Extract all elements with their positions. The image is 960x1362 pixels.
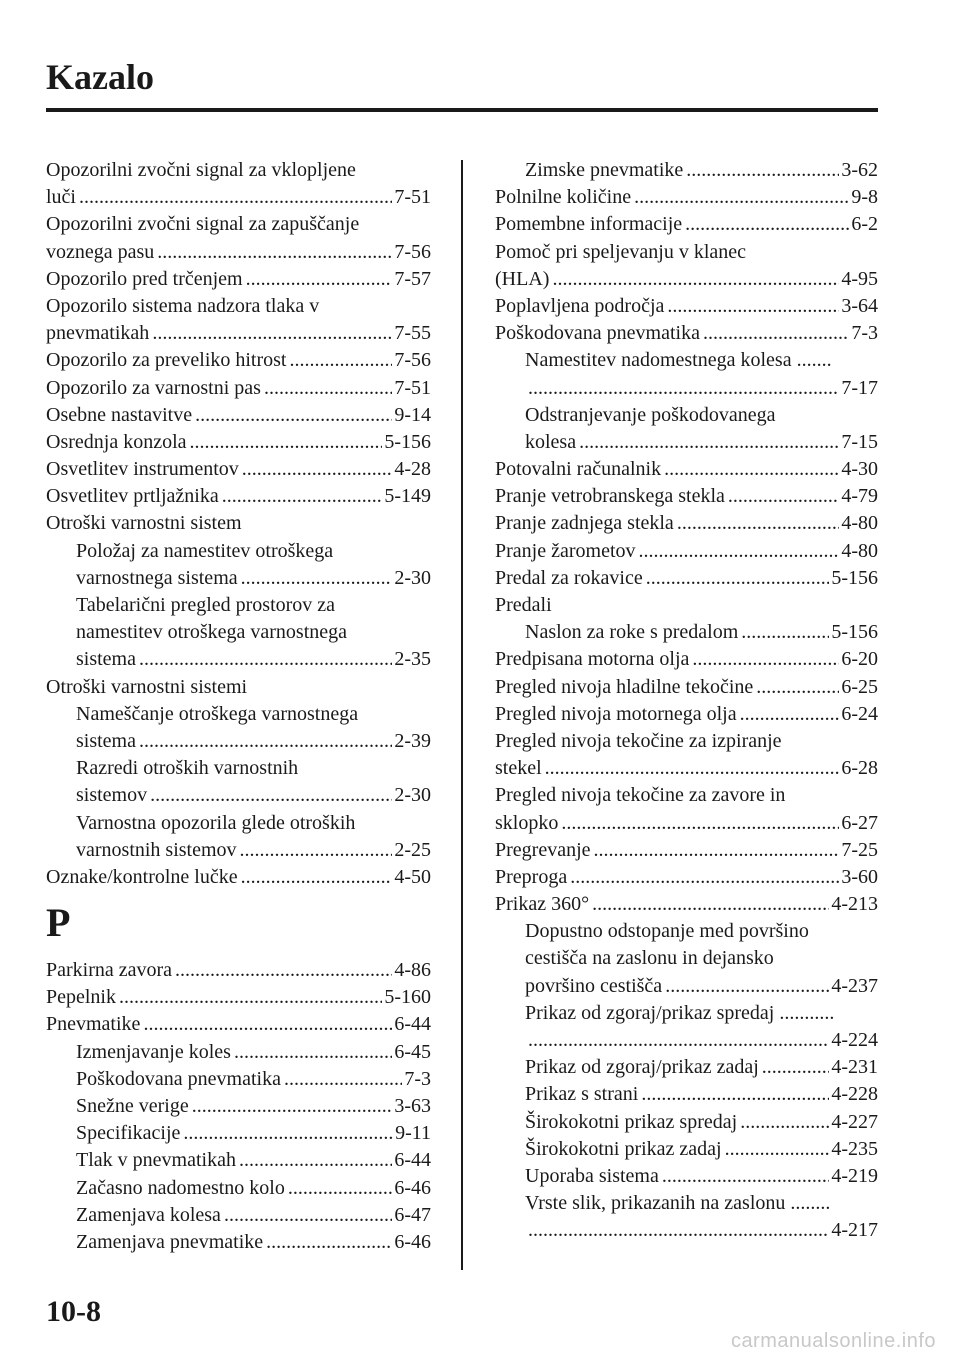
index-entry bbox=[46, 266, 431, 293]
page-reference: 5-156 bbox=[831, 621, 878, 644]
page-reference: 7-25 bbox=[841, 838, 878, 861]
page-reference: 4-224 bbox=[831, 1029, 878, 1051]
dot-leader bbox=[738, 619, 829, 646]
index-entry bbox=[46, 429, 431, 456]
entry-label: Pregrevanje bbox=[495, 838, 591, 861]
entry-label: Opozorilo pred trčenjem bbox=[46, 267, 243, 290]
entry-label: sistemov bbox=[76, 784, 148, 807]
page-reference: 7-3 bbox=[851, 322, 878, 345]
page-reference: 2-35 bbox=[394, 648, 431, 671]
dot-leader bbox=[172, 957, 392, 984]
dot-leader bbox=[238, 565, 393, 592]
entry-label: Zamenjava kolesa bbox=[76, 1203, 221, 1226]
page-reference: 6-46 bbox=[394, 1230, 431, 1253]
index-subentry bbox=[495, 619, 878, 646]
page-reference: 6-47 bbox=[394, 1203, 431, 1226]
entry-label: stekel bbox=[495, 757, 542, 780]
index-subentry bbox=[495, 429, 878, 456]
dot-leader bbox=[759, 1054, 830, 1081]
dot-leader bbox=[661, 456, 839, 483]
entry-label: Pranje žarometov bbox=[495, 539, 636, 562]
index-subentry bbox=[46, 1202, 431, 1229]
page-reference: 9-14 bbox=[394, 403, 431, 426]
index-subentry bbox=[46, 1066, 431, 1093]
page-reference: 4-213 bbox=[831, 893, 878, 916]
index-entry bbox=[46, 957, 431, 984]
index-entry bbox=[495, 565, 878, 592]
entry-label: Pregled nivoja hladilne tekočine bbox=[495, 675, 754, 698]
page-reference: 6-24 bbox=[841, 702, 878, 725]
entry-label: (HLA) bbox=[495, 267, 550, 290]
entry-label: Pregled nivoja motornega olja bbox=[495, 702, 737, 725]
index-subentry bbox=[46, 1147, 431, 1174]
dot-leader bbox=[549, 266, 839, 293]
page-reference: 4-95 bbox=[841, 267, 878, 290]
entry-label: Snežne verige bbox=[76, 1095, 189, 1117]
index-subentry bbox=[46, 646, 431, 673]
entry-label: Predpisana motorna olja bbox=[495, 648, 690, 671]
page-reference: 6-25 bbox=[841, 675, 878, 698]
index-subentry-text: Dopustno odstopanje med površino bbox=[525, 920, 809, 943]
index-subentry-text: Prikaz od zgoraj/prikaz spredaj ........... bbox=[525, 1001, 835, 1024]
dot-leader bbox=[219, 483, 383, 510]
dot-leader bbox=[187, 429, 383, 456]
index-entry bbox=[495, 483, 878, 510]
dot-leader bbox=[239, 456, 393, 483]
dot-leader bbox=[136, 728, 392, 755]
entry-label: varnostnega sistema bbox=[76, 566, 238, 589]
index-entry bbox=[495, 674, 878, 701]
dot-leader bbox=[287, 347, 393, 374]
index-entry bbox=[495, 293, 878, 320]
entry-label: Osvetlitev instrumentov bbox=[46, 458, 239, 481]
index-entry bbox=[46, 984, 431, 1011]
index-entry bbox=[495, 266, 878, 293]
index-subentry-text: Položaj za namestitev otroškega bbox=[76, 539, 334, 562]
index-entry-text: Opozorilni zvočni signal za vklopljene bbox=[46, 159, 356, 181]
index-entry bbox=[495, 184, 878, 211]
dot-leader bbox=[737, 1109, 829, 1136]
page-reference: 4-237 bbox=[831, 974, 878, 997]
index-subentry bbox=[46, 837, 431, 864]
entry-label: Potovalni računalnik bbox=[495, 458, 662, 481]
dot-leader bbox=[525, 1027, 829, 1054]
page-title: Kazalo bbox=[46, 57, 154, 97]
index-column-right bbox=[495, 157, 878, 1245]
dot-leader bbox=[682, 211, 849, 238]
page-reference: 7-57 bbox=[394, 267, 431, 290]
page-reference: 6-20 bbox=[841, 648, 878, 671]
index-subentry bbox=[495, 1109, 878, 1136]
page-reference: 6-27 bbox=[841, 811, 878, 834]
index-subentry bbox=[46, 1120, 431, 1147]
dot-leader bbox=[662, 973, 829, 1000]
index-entry bbox=[495, 891, 878, 918]
column-divider bbox=[461, 160, 463, 1270]
index-entry bbox=[495, 810, 878, 837]
entry-label: Zamenjava pnevmatike bbox=[76, 1230, 264, 1253]
index-entry-text: Pomoč pri speljevanju v klanec bbox=[495, 240, 747, 263]
entry-label: Pomembne informacije bbox=[495, 213, 683, 236]
index-subentry bbox=[46, 1093, 431, 1120]
entry-label: Naslon za roke s predalom bbox=[525, 621, 739, 644]
entry-label: Predal za rokavice bbox=[495, 566, 643, 589]
index-entry bbox=[495, 701, 878, 728]
page-reference: 6-44 bbox=[394, 1013, 431, 1036]
dot-leader bbox=[589, 891, 829, 918]
entry-label: Oznake/kontrolne lučke bbox=[46, 865, 238, 888]
index-subentry-text: cestišča na zaslonu in dejansko bbox=[525, 947, 774, 970]
index-subentry bbox=[46, 1175, 431, 1202]
dot-leader bbox=[725, 483, 839, 510]
page-reference: 7-15 bbox=[841, 430, 878, 453]
index-entry bbox=[46, 864, 431, 891]
page-reference: 7-3 bbox=[404, 1067, 431, 1090]
dot-leader bbox=[147, 782, 392, 809]
entry-label: Zimske pnevmatike bbox=[525, 159, 684, 181]
entry-label: kolesa bbox=[525, 430, 577, 453]
page-reference: 3-60 bbox=[841, 865, 878, 888]
index-entry bbox=[46, 347, 431, 374]
index-subentry bbox=[46, 565, 431, 592]
dot-leader bbox=[238, 864, 393, 891]
dot-leader bbox=[638, 1081, 829, 1108]
dot-leader bbox=[221, 1202, 392, 1229]
page-reference: 7-55 bbox=[394, 322, 431, 345]
page-reference: 4-30 bbox=[841, 458, 878, 481]
dot-leader bbox=[136, 646, 392, 673]
index-subentry bbox=[495, 973, 878, 1000]
entry-label: Pepelnik bbox=[46, 986, 116, 1009]
dot-leader bbox=[689, 646, 839, 673]
index-entry-text: Opozorilo sistema nadzora tlaka v bbox=[46, 294, 320, 317]
index-entry bbox=[46, 456, 431, 483]
page-reference: 4-86 bbox=[394, 959, 431, 982]
dot-leader bbox=[683, 157, 839, 184]
dot-leader bbox=[542, 755, 840, 782]
index-entry bbox=[495, 538, 878, 565]
index-entry bbox=[495, 646, 878, 673]
page-reference: 6-28 bbox=[841, 757, 878, 780]
index-entry-text: Pregled nivoja tekočine za izpiranje bbox=[495, 729, 782, 752]
dot-leader bbox=[737, 701, 840, 728]
dot-leader bbox=[236, 1147, 392, 1174]
section-letter: P bbox=[46, 900, 71, 946]
page-reference: 5-149 bbox=[384, 485, 431, 508]
index-entry bbox=[495, 320, 878, 347]
index-subentry bbox=[495, 1136, 878, 1163]
page-reference: 7-56 bbox=[394, 240, 431, 263]
entry-label: Pnevmatike bbox=[46, 1013, 141, 1036]
index-entry bbox=[495, 755, 878, 782]
page-reference: 2-25 bbox=[394, 838, 431, 861]
dot-leader bbox=[591, 837, 840, 864]
dot-leader bbox=[643, 565, 830, 592]
dot-leader bbox=[76, 184, 392, 211]
dot-leader bbox=[243, 266, 393, 293]
dot-leader bbox=[285, 1175, 392, 1202]
entry-label: Poškodovana pnevmatika bbox=[495, 322, 700, 345]
page-reference: 6-44 bbox=[394, 1149, 431, 1172]
index-subentry bbox=[46, 1039, 431, 1066]
dot-leader bbox=[659, 1163, 829, 1190]
dot-leader bbox=[525, 375, 839, 402]
page-reference: 4-79 bbox=[841, 485, 878, 508]
entry-label: Pranje zadnjega stekla bbox=[495, 512, 674, 535]
dot-leader bbox=[140, 1011, 392, 1038]
dot-leader bbox=[237, 837, 393, 864]
entry-label: luči bbox=[46, 186, 76, 209]
page-reference: 4-217 bbox=[831, 1219, 878, 1242]
dot-leader bbox=[231, 1039, 392, 1066]
dot-leader bbox=[631, 184, 849, 211]
index-subentry bbox=[495, 1163, 878, 1190]
entry-label: Širokokotni prikaz spredaj bbox=[525, 1110, 738, 1133]
index-entry bbox=[495, 456, 878, 483]
page-reference: 4-219 bbox=[831, 1164, 878, 1187]
entry-label: Širokokotni prikaz zadaj bbox=[525, 1137, 722, 1160]
page-reference: 2-30 bbox=[394, 784, 431, 807]
entry-label: Specifikacije bbox=[76, 1122, 181, 1145]
dot-leader bbox=[558, 810, 839, 837]
index-entry-text: Otroški varnostni sistem bbox=[46, 512, 242, 535]
entry-label: Uporaba sistema bbox=[525, 1164, 659, 1187]
index-subentry-text: Vrste slik, prikazanih na zaslonu ........ bbox=[525, 1192, 831, 1215]
entry-label: varnostnih sistemov bbox=[76, 838, 237, 861]
dot-leader bbox=[263, 1229, 392, 1256]
entry-label: sklopko bbox=[495, 811, 559, 834]
index-subentry-text: namestitev otroškega varnostnega bbox=[76, 621, 348, 644]
entry-label: Osebne nastavitve bbox=[46, 403, 193, 426]
index-entry-text: Predali bbox=[495, 594, 552, 616]
page-reference: 6-46 bbox=[394, 1176, 431, 1199]
index-subentry-text: Tabelarični pregled prostorov za bbox=[76, 594, 336, 616]
index-subentry bbox=[495, 1027, 878, 1054]
index-subentry bbox=[46, 1229, 431, 1256]
index-entry bbox=[495, 837, 878, 864]
page-reference: 7-51 bbox=[394, 376, 431, 399]
page-reference: 7-51 bbox=[394, 186, 431, 209]
entry-label: Opozorilo za preveliko hitrost bbox=[46, 349, 287, 372]
page-reference: 9-8 bbox=[851, 186, 878, 209]
entry-label: Izmenjavanje koles bbox=[76, 1040, 231, 1063]
entry-label: Polnilne količine bbox=[495, 186, 632, 209]
entry-label: Preproga bbox=[495, 865, 568, 888]
dot-leader bbox=[753, 674, 839, 701]
index-subentry bbox=[495, 157, 878, 184]
entry-label: površino cestišča bbox=[525, 974, 663, 997]
index-entry bbox=[46, 483, 431, 510]
index-entry bbox=[46, 402, 431, 429]
entry-label: Parkirna zavora bbox=[46, 959, 173, 982]
entry-label: Prikaz od zgoraj/prikaz zadaj bbox=[525, 1056, 759, 1079]
page-reference: 4-28 bbox=[394, 458, 431, 481]
entry-label: Pranje vetrobranskega stekla bbox=[495, 485, 725, 508]
index-column-left bbox=[46, 157, 431, 1256]
page-reference: 6-45 bbox=[394, 1040, 431, 1063]
page-reference: 5-160 bbox=[384, 986, 431, 1009]
index-entry bbox=[495, 510, 878, 537]
index-entry bbox=[46, 1011, 431, 1038]
page-reference: 7-56 bbox=[394, 349, 431, 372]
page-reference: 5-156 bbox=[384, 430, 431, 453]
index-subentry bbox=[495, 1217, 878, 1244]
index-subentry-text: Varnostna opozorila glede otroških bbox=[76, 811, 356, 834]
entry-label: Osrednja konzola bbox=[46, 430, 187, 453]
entry-label: Tlak v pnevmatikah bbox=[76, 1149, 236, 1172]
dot-leader bbox=[149, 320, 392, 347]
entry-label: Osvetlitev prtljažnika bbox=[46, 485, 219, 508]
page-reference: 4-80 bbox=[841, 512, 878, 535]
page-reference: 4-235 bbox=[831, 1137, 878, 1160]
page-reference: 2-39 bbox=[394, 729, 431, 752]
page-reference: 4-50 bbox=[394, 865, 431, 888]
index-subentry-text: Namestitev nadomestnega kolesa ....... bbox=[525, 349, 832, 372]
entry-label: Začasno nadomestno kolo bbox=[76, 1176, 285, 1199]
dot-leader bbox=[261, 375, 392, 402]
index-subentry bbox=[495, 375, 878, 402]
page-reference: 4-228 bbox=[831, 1083, 878, 1106]
entry-label: pnevmatikah bbox=[46, 322, 150, 345]
entry-label: voznega pasu bbox=[46, 240, 155, 263]
index-subentry bbox=[46, 728, 431, 755]
dot-leader bbox=[116, 984, 382, 1011]
dot-leader bbox=[189, 1093, 393, 1120]
index-entry bbox=[46, 184, 431, 211]
entry-label: Poškodovana pnevmatika bbox=[76, 1067, 281, 1090]
page-reference: 4-227 bbox=[831, 1110, 878, 1133]
page-reference: 4-80 bbox=[841, 539, 878, 562]
dot-leader bbox=[700, 320, 849, 347]
dot-leader bbox=[192, 402, 392, 429]
dot-leader bbox=[567, 864, 839, 891]
dot-leader bbox=[180, 1120, 393, 1147]
page-reference: 4-231 bbox=[831, 1056, 878, 1079]
dot-leader bbox=[664, 293, 839, 320]
index-subentry bbox=[46, 782, 431, 809]
index-entry-text: Opozorilni zvočni signal za zapuščanje bbox=[46, 213, 360, 236]
entry-label: sistema bbox=[76, 729, 136, 752]
page-reference: 7-17 bbox=[841, 376, 878, 399]
header-divider bbox=[46, 108, 878, 112]
entry-label: Poplavljena področja bbox=[495, 294, 665, 317]
index-subentry-text: Odstranjevanje poškodovanega bbox=[525, 403, 776, 426]
entry-label: Prikaz s strani bbox=[525, 1083, 639, 1106]
dot-leader bbox=[576, 429, 839, 456]
dot-leader bbox=[525, 1217, 829, 1244]
index-subentry bbox=[495, 1054, 878, 1081]
index-subentry-text: Nameščanje otroškega varnostnega bbox=[76, 702, 359, 725]
page-reference: 6-2 bbox=[851, 213, 878, 236]
dot-leader bbox=[154, 239, 392, 266]
entry-label: Opozorilo za varnostni pas bbox=[46, 376, 261, 399]
index-entry bbox=[495, 864, 878, 891]
entry-label: Prikaz 360° bbox=[495, 893, 590, 916]
dot-leader bbox=[674, 510, 840, 537]
page-reference: 3-62 bbox=[841, 159, 878, 181]
index-entry-text: Otroški varnostni sistemi bbox=[46, 675, 248, 698]
watermark: carmanualsonline.info bbox=[730, 1330, 936, 1352]
index-subentry-text: Razredi otroških varnostnih bbox=[76, 757, 299, 780]
page-reference: 5-156 bbox=[831, 566, 878, 589]
dot-leader bbox=[722, 1136, 830, 1163]
dot-leader bbox=[281, 1066, 402, 1093]
dot-leader bbox=[636, 538, 840, 565]
page-reference: 3-63 bbox=[394, 1095, 431, 1117]
index-entry-text: Pregled nivoja tekočine za zavore in bbox=[495, 784, 786, 807]
index-entry bbox=[46, 239, 431, 266]
page-reference: 3-64 bbox=[841, 294, 878, 317]
index-entry bbox=[495, 211, 878, 238]
index-subentry bbox=[495, 1081, 878, 1108]
index-entry bbox=[46, 375, 431, 402]
page-number: 10-8 bbox=[46, 1295, 101, 1328]
index-entry bbox=[46, 320, 431, 347]
page-reference: 2-30 bbox=[394, 566, 431, 589]
page-reference: 9-11 bbox=[395, 1122, 431, 1145]
entry-label: sistema bbox=[76, 648, 136, 671]
